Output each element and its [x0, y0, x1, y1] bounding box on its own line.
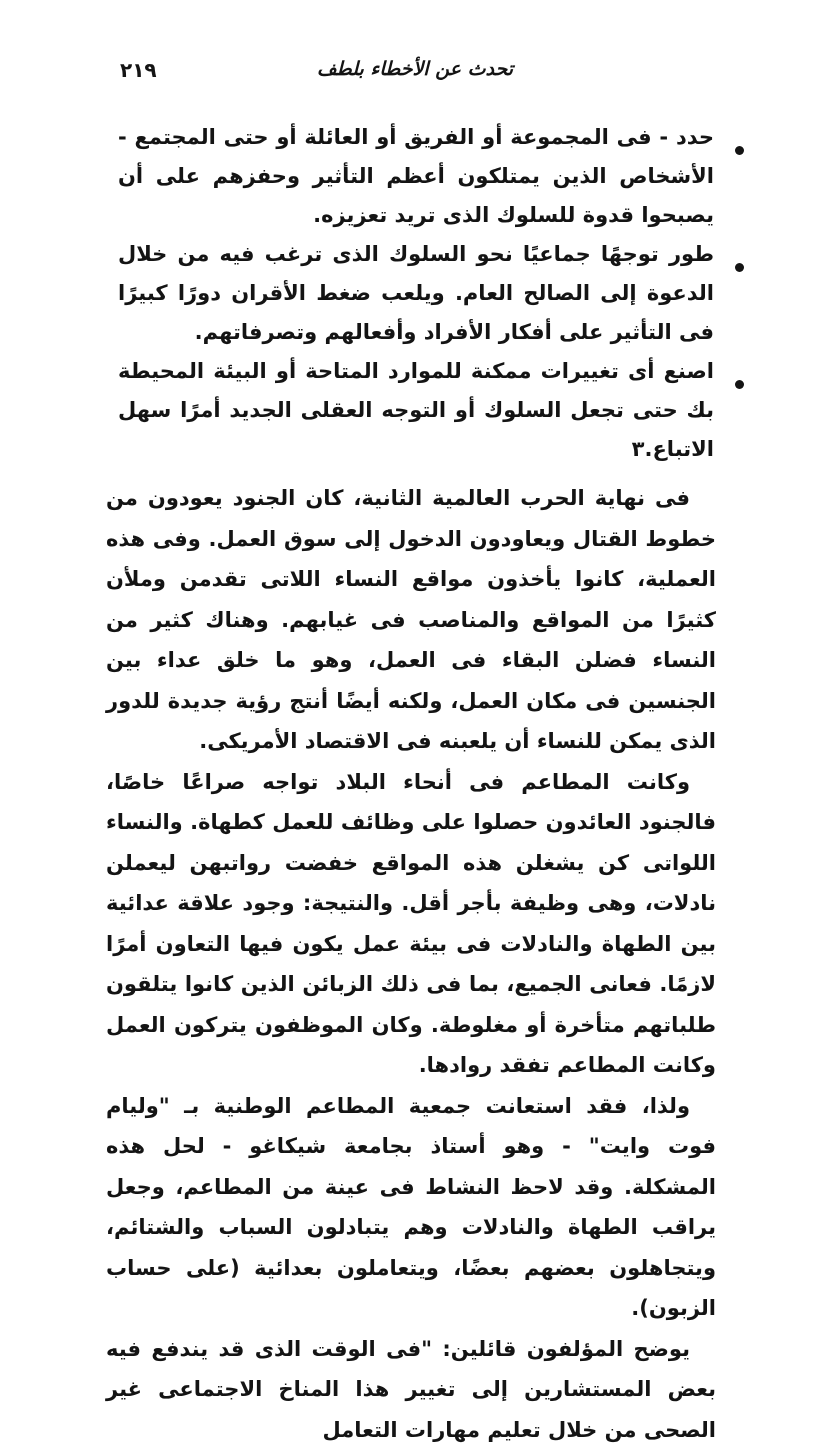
paragraph: يوضح المؤلفون قائلين: "فى الوقت الذى قد يندفع فيه بعض المستشارين إلى تغيير هذا المناخ الاجتماعى غير الصحى من خلال تعليم مهارات التعامل: [106, 1329, 716, 1450]
bullet-text: طور توجهًا جماعيًا نحو السلوك الذى ترغب فيه من خلال الدعوة إلى الصالح العام. ويلعب ضغط الأقران دورًا كبيرًا فى التأثير على أفكار الأفراد وأفعالهم وتصرفاتهم.: [118, 235, 714, 352]
paragraph: فى نهاية الحرب العالمية الثانية، كان الجنود يعودون من خطوط القتال ويعاودون الدخول إلى سوق العمل. وفى هذه العملية، كانوا يأخذون مواقع النساء اللاتى تقدمن وملأن كثيرًا من المواقع والمناصب فى غيابهم. وهناك كثير من النساء فضلن البقاء فى العمل، وهو ما خلق عداء بين الجنسين فى مكان العمل، ولكنه أيضًا أنتج رؤية جديدة للدور الذى يمكن للنساء أن يلعبنه فى الاقتصاد الأمريكى.: [106, 478, 716, 762]
bullet-item: [118, 235, 714, 352]
paragraph: ولذا، فقد استعانت جمعية المطاعم الوطنية بـ "وليام فوت وايت" - وهو أستاذ بجامعة شيكاغو - لحل هذه المشكلة. وقد لاحظ النشاط فى عينة من المطاعم، وجعل يراقب الطهاة والنادلات وهم يتبادلون السباب والشتائم، ويتجاهلون بعضهم بعضًا، ويتعاملون بعدائية (على حساب الزبون).: [106, 1086, 716, 1329]
bullet-dot-icon: [735, 263, 744, 272]
bullet-dot-icon: [735, 146, 744, 155]
bullet-text: حدد - فى المجموعة أو الفريق أو العائلة أو حتى المجتمع - الأشخاص الذين يمتلكون أعظم التأثير وحفزهم على أن يصبحوا قدوة للسلوك الذى تريد تعزيزه.: [118, 118, 714, 235]
bullet-list: [118, 118, 714, 469]
page-number: ٢١٩: [120, 58, 157, 82]
bullet-item: [118, 352, 714, 469]
bullet-dot-icon: [735, 380, 744, 389]
running-title: تحدث عن الأخطاء بلطف: [250, 58, 580, 80]
bullet-item: [118, 118, 714, 235]
paragraph: وكانت المطاعم فى أنحاء البلاد تواجه صراعًا خاصًا، فالجنود العائدون حصلوا على وظائف للعمل كطهاة. والنساء اللواتى كن يشغلن هذه المواقع خفضت رواتبهن ليعملن نادلات، وهى وظيفة بأجر أقل. والنتيجة: وجود علاقة عدائية بين الطهاة والنادلات فى بيئة عمل يكون فيها التعاون أمرًا لازمًا. فعانى الجميع، بما فى ذلك الزبائن الذين كانوا يتلقون طلباتهم متأخرة أو مغلوطة. وكان الموظفون يتركون العمل وكانت المطاعم تفقد روادها.: [106, 762, 716, 1086]
body-text: [106, 478, 716, 1450]
bullet-text: اصنع أى تغييرات ممكنة للموارد المتاحة أو البيئة المحيطة بك حتى تجعل السلوك أو التوجه العقلى الجديد أمرًا سهل الاتباع.٣: [118, 352, 714, 469]
